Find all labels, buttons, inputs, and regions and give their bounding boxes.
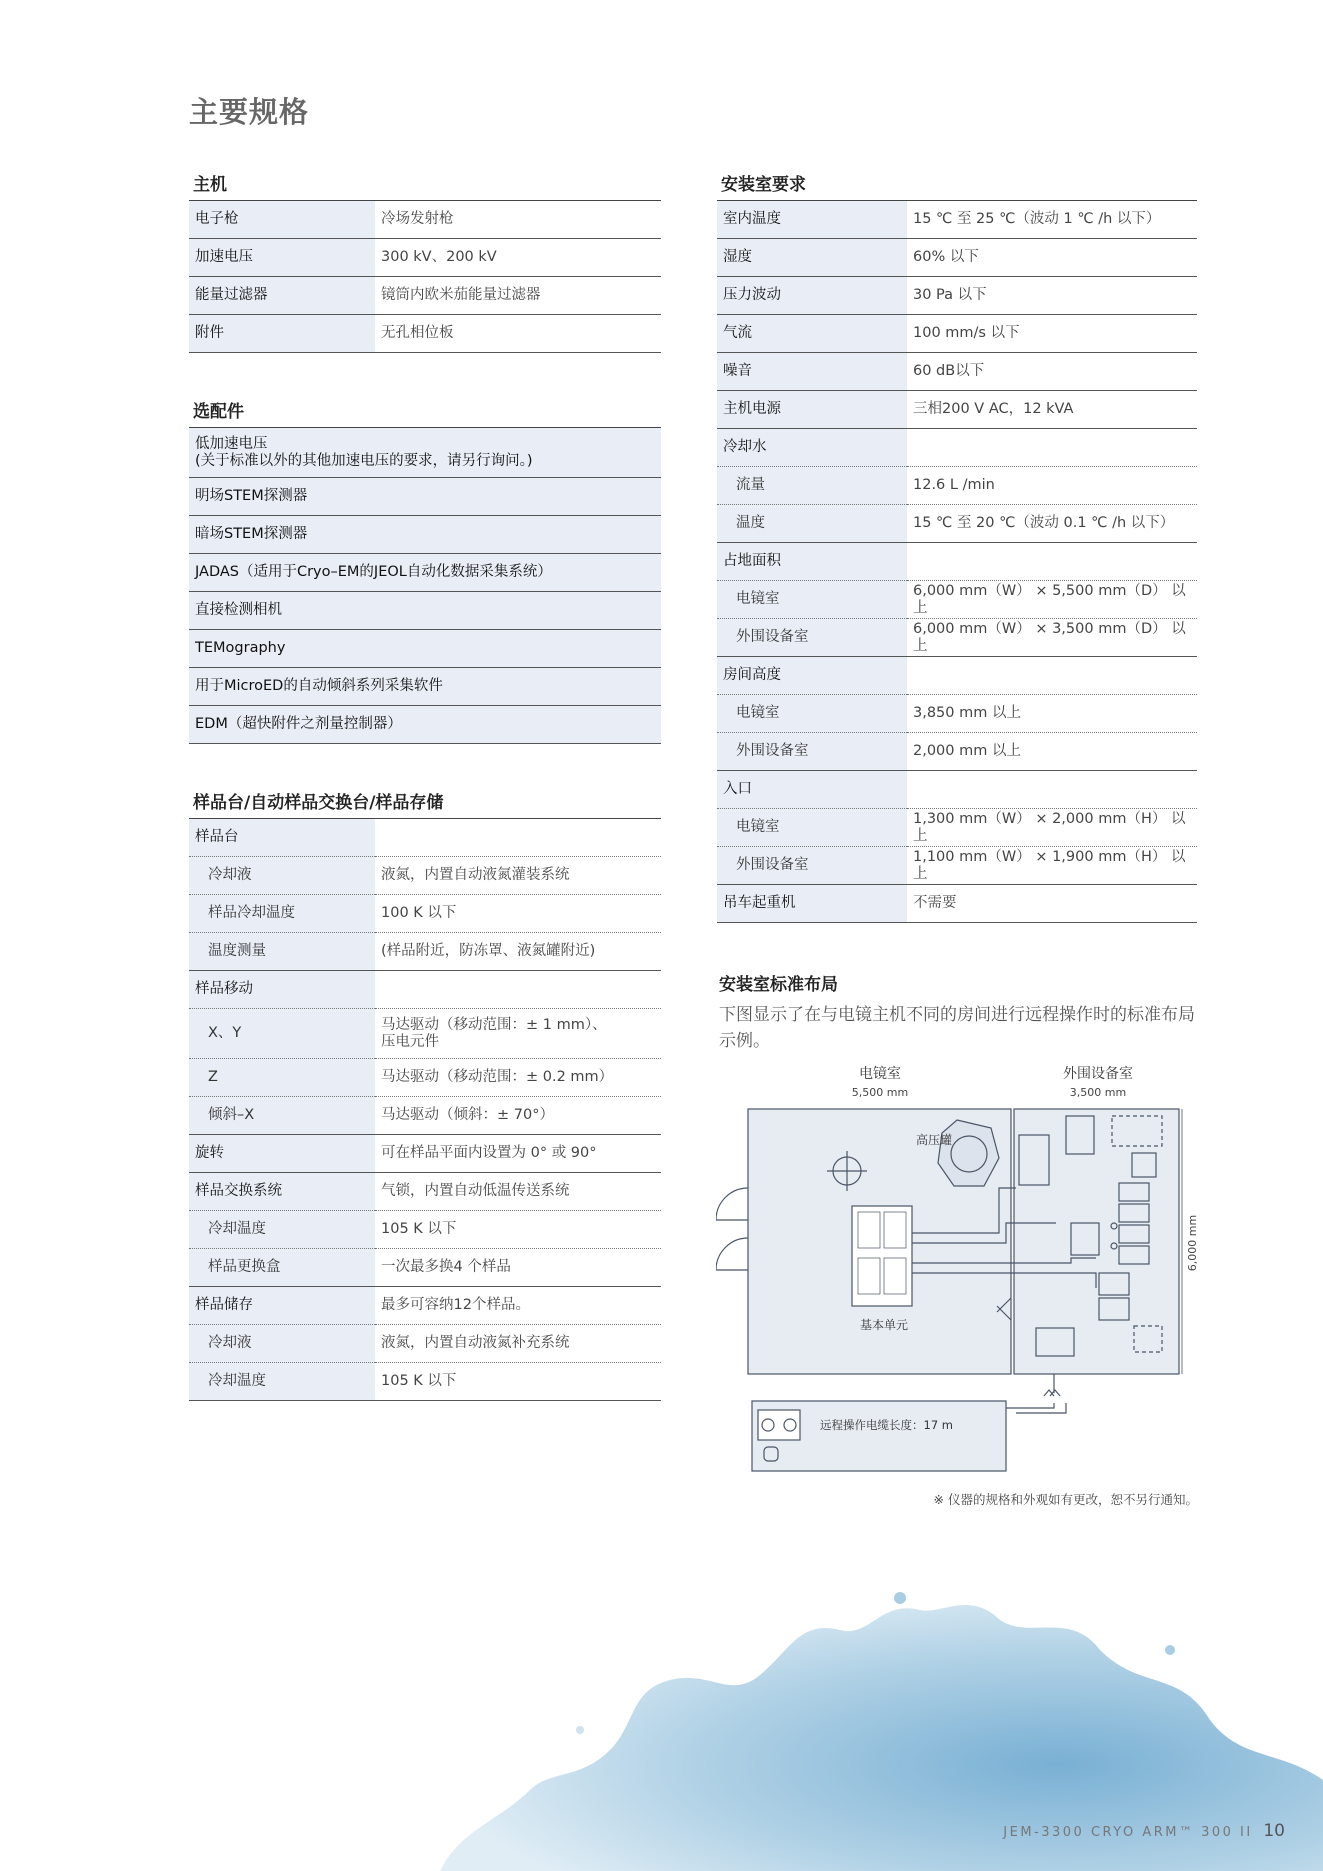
spec-row — [717, 771, 1197, 809]
spec-row — [189, 819, 661, 857]
spec-value: 60% 以下 — [907, 239, 1197, 277]
option-row — [189, 706, 661, 744]
spec-key: 加速电压 — [189, 239, 375, 277]
spec-key: 样品交换系统 — [189, 1173, 375, 1211]
footer — [1003, 1821, 1285, 1841]
option-item: 用于MicroED的自动倾斜系列采集软件 — [189, 668, 661, 706]
option-item: TEMography — [189, 630, 661, 668]
spec-row — [189, 971, 661, 1009]
spec-key: 样品台 — [189, 819, 375, 857]
spec-key: 旋转 — [189, 1135, 375, 1173]
spec-value: 100 K 以下 — [375, 895, 661, 933]
spec-value: 12.6 L /min — [907, 467, 1197, 505]
layout-title: 安装室标准布局 — [719, 975, 838, 995]
periph-room — [1014, 1109, 1179, 1374]
spec-row — [717, 315, 1197, 353]
spec-row — [189, 1097, 661, 1135]
spec-row — [189, 1135, 661, 1173]
spec-value — [375, 819, 661, 857]
spec-value: 100 mm/s 以下 — [907, 315, 1197, 353]
spec-row — [717, 657, 1197, 695]
section-title: 选配件 — [193, 402, 244, 422]
spec-value: 1,300 mm（W） × 2,000 mm（H） 以上 — [907, 809, 1197, 847]
option-item: 直接检测相机 — [189, 592, 661, 630]
spec-value: 15 ℃ 至 20 ℃（波动 0.1 ℃ /h 以下） — [907, 505, 1197, 543]
spec-row — [717, 505, 1197, 543]
model-name: JEM-3300 CRYO ARM™ 300 II — [1003, 1825, 1253, 1840]
section-title: 安装室要求 — [721, 175, 806, 195]
spec-value: 不需要 — [907, 885, 1197, 923]
spec-value: 30 Pa 以下 — [907, 277, 1197, 315]
spec-row — [189, 1009, 661, 1059]
page-title: 主要规格 — [189, 95, 310, 129]
spec-key: 样品移动 — [189, 971, 375, 1009]
footnote: ※ 仪器的规格和外观如有更改，恕不另行通知。 — [933, 1492, 1198, 1507]
option-item: 明场STEM探测器 — [189, 478, 661, 516]
spec-value: 105 K 以下 — [375, 1211, 661, 1249]
spec-key: 房间高度 — [717, 657, 907, 695]
spec-key: 附件 — [189, 315, 375, 353]
spec-value: 马达驱动（移动范围：± 1 mm）、 压电元件 — [375, 1009, 661, 1059]
stage-section — [189, 788, 661, 1401]
stage-table — [189, 818, 661, 1401]
option-row — [189, 668, 661, 706]
spec-row — [189, 1287, 661, 1325]
spec-key: 气流 — [717, 315, 907, 353]
spec-key: 吊车起重机 — [717, 885, 907, 923]
spec-row — [717, 201, 1197, 239]
spec-key: 冷却液 — [189, 857, 375, 895]
spec-key: 样品冷却温度 — [189, 895, 375, 933]
spec-key: Z — [189, 1059, 375, 1097]
room-em-dim: 5,500 mm — [851, 1086, 909, 1099]
room-em-label: 电镜室 — [859, 1066, 901, 1082]
spec-key: 冷却温度 — [189, 1363, 375, 1401]
spec-value: 冷场发射枪 — [375, 201, 661, 239]
option-row — [189, 478, 661, 516]
spec-value: 镜筒内欧米茄能量过滤器 — [375, 277, 661, 315]
spec-value: 6,000 mm（W） × 5,500 mm（D） 以上 — [907, 581, 1197, 619]
spec-value: 马达驱动（移动范围：± 0.2 mm） — [375, 1059, 661, 1097]
option-item: 低加速电压 (关于标准以外的其他加速电压的要求，请另行询问。) — [189, 428, 661, 478]
spec-row — [189, 895, 661, 933]
spec-row — [717, 467, 1197, 505]
main-unit-section — [189, 170, 661, 353]
layout-description: 下图显示了在与电镜主机不同的房间进行远程操作时的标准布局示例。 — [719, 1005, 1195, 1051]
hv-tank — [938, 1120, 999, 1186]
spec-value: 马达驱动（倾斜：± 70°） — [375, 1097, 661, 1135]
option-item: JADAS（适用于Cryo–EM的JEOL自动化数据采集系统） — [189, 554, 661, 592]
spec-row — [189, 1325, 661, 1363]
spec-value: 1,100 mm（W） × 1,900 mm（H） 以上 — [907, 847, 1197, 885]
spec-key: 湿度 — [717, 239, 907, 277]
spec-row — [717, 885, 1197, 923]
spec-value: 最多可容纳12个样品。 — [375, 1287, 661, 1325]
spec-key: 冷却水 — [717, 429, 907, 467]
spec-row — [717, 429, 1197, 467]
option-item: 暗场STEM探测器 — [189, 516, 661, 554]
spec-key: 室内温度 — [717, 201, 907, 239]
spec-value: 一次最多换4 个样品 — [375, 1249, 661, 1287]
room-table — [717, 200, 1197, 923]
floor-plan-diagram — [716, 1058, 1206, 1473]
spec-key: 冷却液 — [189, 1325, 375, 1363]
spec-row — [717, 733, 1197, 771]
option-row — [189, 554, 661, 592]
hv-tank-label: 高压罐 — [916, 1133, 953, 1147]
spec-row — [717, 809, 1197, 847]
spec-key: 流量 — [717, 467, 907, 505]
spec-value: 300 kV、200 kV — [375, 239, 661, 277]
spec-key: X、Y — [189, 1009, 375, 1059]
spec-row — [189, 1249, 661, 1287]
spec-key: 外围设备室 — [717, 847, 907, 885]
spec-row — [717, 391, 1197, 429]
spec-key: 电镜室 — [717, 695, 907, 733]
cable-label: 远程操作电缆长度：17 m — [820, 1418, 953, 1432]
option-item: EDM（超快附件之剂量控制器） — [189, 706, 661, 744]
main-unit-table — [189, 200, 661, 353]
spec-row — [189, 1211, 661, 1249]
section-title: 样品台/自动样品交换台/样品存储 — [193, 793, 444, 813]
room-periph-dim: 3,500 mm — [1069, 1086, 1127, 1099]
options-section — [189, 397, 661, 744]
spec-value: 无孔相位板 — [375, 315, 661, 353]
spec-value: 6,000 mm（W） × 3,500 mm（D） 以上 — [907, 619, 1197, 657]
spec-key: 电镜室 — [717, 581, 907, 619]
spec-key: 压力波动 — [717, 277, 907, 315]
spec-row — [189, 277, 661, 315]
height-dim-label: 6,000 mm — [1186, 1214, 1199, 1272]
spec-value: (样品附近，防冻罩、液氮罐附近) — [375, 933, 661, 971]
spec-key: 倾斜–X — [189, 1097, 375, 1135]
page-number: 10 — [1263, 1821, 1285, 1841]
spec-row — [189, 239, 661, 277]
spec-value: 气锁，内置自动低温传送系统 — [375, 1173, 661, 1211]
spec-key: 冷却温度 — [189, 1211, 375, 1249]
spec-value: 液氮，内置自动液氮补充系统 — [375, 1325, 661, 1363]
option-row — [189, 428, 661, 478]
spec-value: 可在样品平面内设置为 0° 或 90° — [375, 1135, 661, 1173]
spec-row — [189, 857, 661, 895]
base-unit-label: 基本单元 — [859, 1318, 909, 1332]
spec-value: 液氮，内置自动液氮灌装系统 — [375, 857, 661, 895]
spec-value — [907, 657, 1197, 695]
room-section — [717, 170, 1197, 923]
spec-key: 能量过滤器 — [189, 277, 375, 315]
spec-key: 温度测量 — [189, 933, 375, 971]
spec-key: 外围设备室 — [717, 733, 907, 771]
spec-key: 入口 — [717, 771, 907, 809]
spec-value: 2,000 mm 以上 — [907, 733, 1197, 771]
room-periph-label: 外围设备室 — [1063, 1066, 1133, 1082]
spec-value — [907, 543, 1197, 581]
spec-value — [375, 971, 661, 1009]
spec-key: 温度 — [717, 505, 907, 543]
section-title: 主机 — [193, 175, 227, 195]
spec-key: 样品更换盒 — [189, 1249, 375, 1287]
spec-row — [717, 543, 1197, 581]
spec-row — [717, 239, 1197, 277]
base-unit — [852, 1206, 912, 1306]
spec-row — [717, 353, 1197, 391]
option-row — [189, 630, 661, 668]
spec-value: 105 K 以下 — [375, 1363, 661, 1401]
spec-value: 60 dB以下 — [907, 353, 1197, 391]
spec-value — [907, 771, 1197, 809]
spec-value — [907, 429, 1197, 467]
spec-key: 样品储存 — [189, 1287, 375, 1325]
spec-key: 电子枪 — [189, 201, 375, 239]
spec-row — [717, 277, 1197, 315]
spec-row — [717, 847, 1197, 885]
spec-row — [189, 1363, 661, 1401]
spec-row — [717, 619, 1197, 657]
spec-row — [189, 933, 661, 971]
spec-value: 三相200 V AC，12 kVA — [907, 391, 1197, 429]
spec-row — [189, 201, 661, 239]
spec-value: 15 ℃ 至 25 ℃（波动 1 ℃ /h 以下） — [907, 201, 1197, 239]
spec-row — [717, 581, 1197, 619]
spec-key: 外围设备室 — [717, 619, 907, 657]
spec-key: 主机电源 — [717, 391, 907, 429]
spec-key: 噪音 — [717, 353, 907, 391]
options-table — [189, 427, 661, 744]
spec-key: 电镜室 — [717, 809, 907, 847]
spec-row — [717, 695, 1197, 733]
option-row — [189, 592, 661, 630]
spec-value: 3,850 mm 以上 — [907, 695, 1197, 733]
spec-row — [189, 1059, 661, 1097]
spec-key: 占地面积 — [717, 543, 907, 581]
option-row — [189, 516, 661, 554]
spec-row — [189, 315, 661, 353]
spec-row — [189, 1173, 661, 1211]
